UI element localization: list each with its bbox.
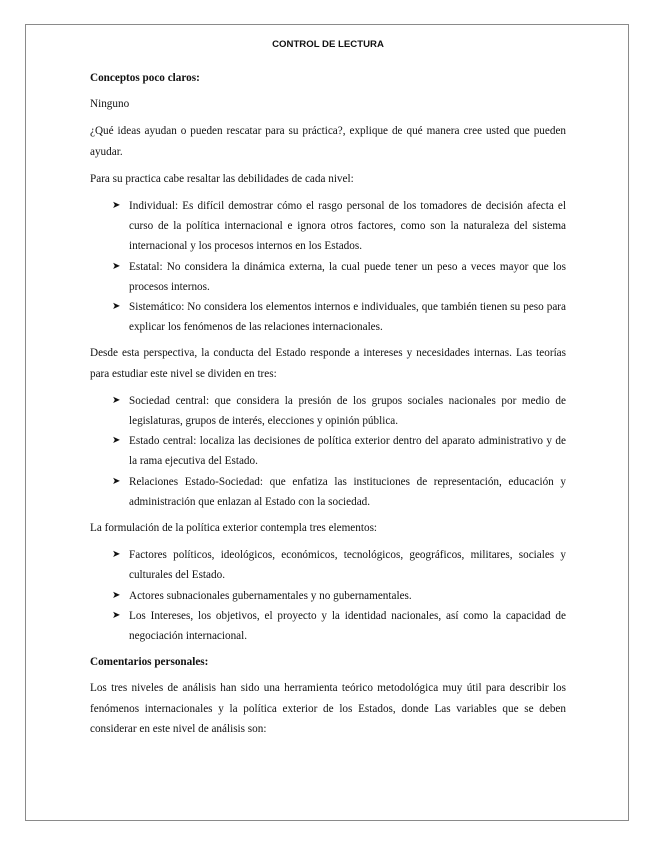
list-item-text: Factores políticos, ideológicos, económicos, tecnológicos, geográficos, militares, sociales y culturales del Estado. (129, 549, 566, 582)
list-item-text: Sociedad central: que considera la presión de los grupos sociales nacionales por medio de legislaturas, grupos de interés, elecciones y opinión pública. (129, 394, 566, 428)
list-item-text: Estatal: No considera la dinámica externa, la cual puede tener un peso a veces mayor que los procesos internos. (129, 260, 566, 293)
list-item (112, 196, 566, 257)
list-item (112, 297, 566, 337)
list-item-text: Estado central: localiza las decisiones de política exterior dentro del aparato administrativo y de la rama ejecutiva del Estado. (129, 435, 566, 468)
list-item (112, 545, 566, 585)
section-heading-conceptos: Conceptos poco claros: (90, 72, 200, 84)
list-item (112, 257, 566, 297)
document-title: CONTROL DE LECTURA (272, 39, 384, 50)
arrowhead-bullet-icon: ➤ (112, 394, 121, 406)
arrowhead-bullet-icon: ➤ (112, 260, 121, 272)
list-item (112, 391, 566, 431)
intro-paragraph-1: Para su practica cabe resaltar las debilidades de cada nivel: (90, 172, 354, 185)
section-answer: Ninguno (90, 98, 130, 111)
intro-paragraph-2: Desde esta perspectiva, la conducta del Estado responde a intereses y necesidades internas. Las teorías para estudiar este nivel se dividen en tres: (90, 347, 566, 380)
arrowhead-bullet-icon: ➤ (112, 549, 121, 561)
list-item (112, 606, 566, 646)
arrowhead-bullet-icon: ➤ (112, 301, 121, 313)
list-item-text: Actores subnacionales gubernamentales y no gubernamentales. (129, 589, 412, 602)
arrowhead-bullet-icon: ➤ (112, 435, 121, 447)
list-item-text: Individual: Es difícil demostrar cómo el rasgo personal de los tomadores de decisión afecta el curso de la política internacional e ignora otros factores, como son la naturaleza del sistema internacional y los procesos internos en los Estados. (129, 200, 566, 253)
list-item (112, 472, 566, 512)
question-paragraph: ¿Qué ideas ayudan o pueden rescatar para su práctica?, explique de qué manera cree usted que pueden ayudar. (90, 125, 566, 158)
arrowhead-bullet-icon: ➤ (112, 200, 121, 212)
closing-paragraph: Los tres niveles de análisis han sido una herramienta teórico metodológica muy útil para describir los fenómenos internacionales y la política exterior de los Estados, donde Las variables que se deben considerar en este nivel de análisis son: (90, 682, 566, 735)
list-item-text: Sistemático: No considera los elementos internos e individuales, que también tienen su peso para explicar los fenómenos de las relaciones internacionales. (129, 301, 566, 334)
list-item-text: Relaciones Estado-Sociedad: que enfatiza las instituciones de representación, educación y administración que enlazan al Estado con la sociedad. (129, 475, 566, 508)
bullet-list-elements (90, 545, 566, 646)
arrowhead-bullet-icon: ➤ (112, 609, 121, 621)
bullet-list-theories (90, 391, 566, 512)
list-item (112, 431, 566, 471)
section-heading-comentarios: Comentarios personales: (90, 656, 209, 669)
arrowhead-bullet-icon: ➤ (112, 589, 121, 601)
bullet-list-levels (90, 196, 566, 337)
arrowhead-bullet-icon: ➤ (112, 475, 121, 487)
document-body (90, 36, 566, 746)
list-item (112, 586, 566, 606)
intro-paragraph-3: La formulación de la política exterior contempla tres elementos: (90, 522, 378, 535)
list-item-text: Los Intereses, los objetivos, el proyecto y la identidad nacionales, así como la capacidad de negociación internacional. (129, 609, 566, 643)
